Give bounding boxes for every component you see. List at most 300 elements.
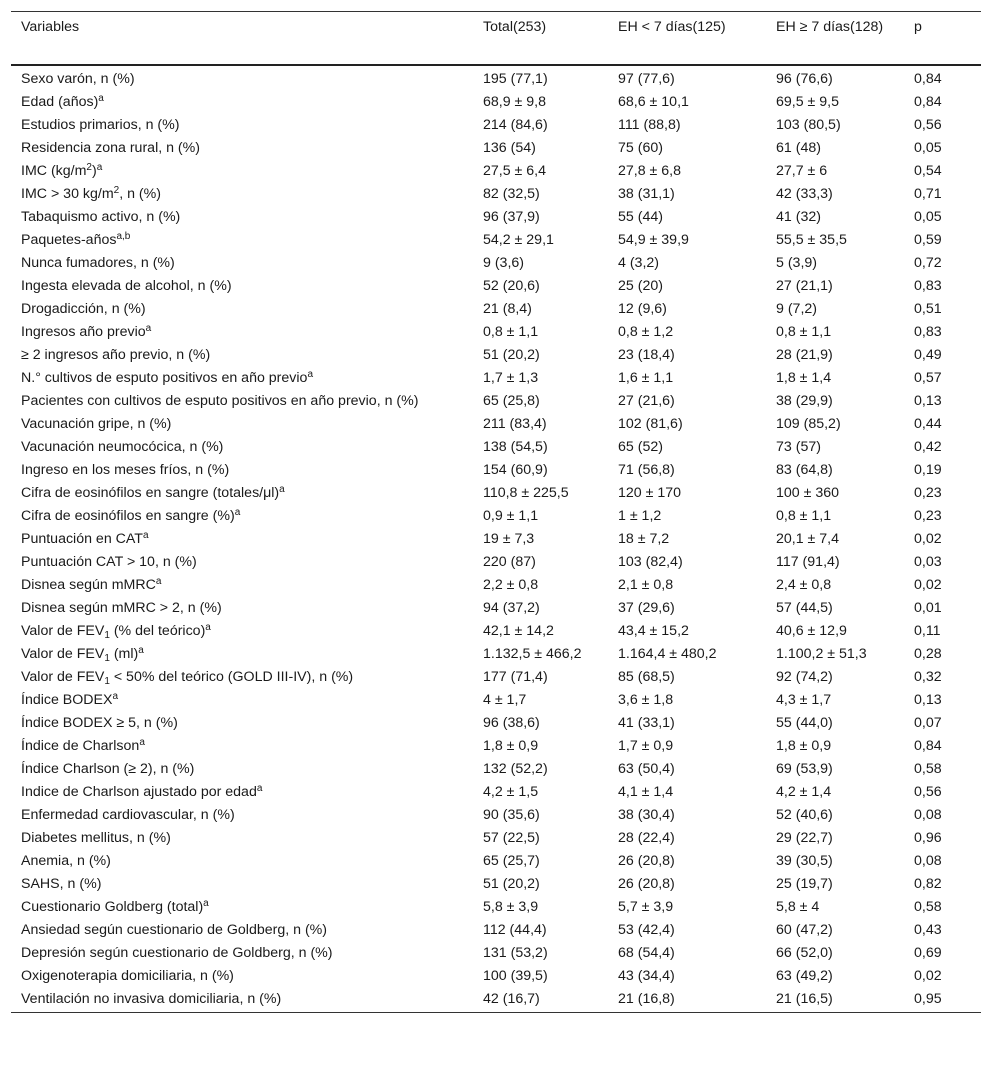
cell-eh-ge7: 40,6 ± 12,9: [776, 623, 847, 639]
cell-eh-lt7: 28 (22,4): [618, 830, 675, 846]
table-row: [11, 298, 981, 321]
cell-total: 214 (84,6): [483, 117, 548, 133]
variable-text: a: [145, 323, 152, 334]
cell-total: 154 (60,9): [483, 462, 548, 478]
cell-variable: [11, 666, 473, 689]
cell-eh-lt7: 85 (68,5): [618, 669, 675, 685]
cell-eh-lt7: 27 (21,6): [618, 393, 675, 409]
header-eh-lt7: EH < 7 días(125): [618, 19, 726, 35]
variable-text: Indice de Charlson ajustado por edad: [21, 784, 257, 800]
cell-eh-ge7: 52 (40,6): [776, 807, 833, 823]
cell-total: 57 (22,5): [483, 830, 540, 846]
cell-total: 177 (71,4): [483, 669, 548, 685]
table-row: [11, 551, 981, 574]
cell-p: 0,11: [914, 623, 941, 639]
cell-variable: [11, 988, 473, 1013]
cell-eh-lt7: 21 (16,8): [618, 991, 675, 1007]
cell-total: 9 (3,6): [483, 255, 525, 271]
cell-eh-lt7: 68 (54,4): [618, 945, 675, 961]
cell-p: 0,08: [914, 807, 942, 823]
variable-text: Índice BODEX ≥ 5, n (%): [21, 715, 178, 731]
cell-total: 131 (53,2): [483, 945, 548, 961]
cell-variable: [11, 252, 473, 275]
cell-total: 96 (37,9): [483, 209, 540, 225]
cell-p: 0,05: [914, 140, 942, 156]
cell-eh-lt7: 43 (34,4): [618, 968, 675, 984]
table-row: [11, 114, 981, 137]
header-row: [11, 12, 981, 66]
cell-p: 0,13: [914, 692, 942, 708]
cell-variable: [11, 643, 473, 666]
variable-text: Ingesta elevada de alcohol, n (%): [21, 278, 232, 294]
cell-variable: [11, 942, 473, 965]
cell-eh-ge7: 1.100,2 ± 51,3: [776, 646, 867, 662]
variable-text: Paquetes-años: [21, 232, 117, 248]
cell-total: 0,8 ± 1,1: [483, 324, 539, 340]
cell-eh-ge7: 61 (48): [776, 140, 821, 156]
cell-eh-lt7: 65 (52): [618, 439, 663, 455]
cell-total: 0,9 ± 1,1: [483, 508, 539, 524]
cell-eh-lt7: 0,8 ± 1,2: [618, 324, 674, 340]
table-row: [11, 620, 981, 643]
variable-text: Ingreso en los meses fríos, n (%): [21, 462, 230, 478]
table-row: [11, 574, 981, 597]
cell-eh-lt7: 26 (20,8): [618, 876, 675, 892]
table-header: [11, 12, 981, 66]
cell-eh-lt7: 4 (3,2): [618, 255, 660, 271]
variable-text: Cifra de eosinófilos en sangre (totales/μl): [21, 485, 280, 501]
cell-eh-lt7: 1,7 ± 0,9: [618, 738, 674, 754]
cell-eh-lt7: 1.164,4 ± 480,2: [618, 646, 717, 662]
variable-text: Valor de FEV: [21, 669, 105, 685]
table-row: [11, 528, 981, 551]
cell-eh-ge7: 9 (7,2): [776, 301, 818, 317]
variable-text: Oxigenoterapia domiciliaria, n (%): [21, 968, 234, 984]
cell-eh-lt7: 102 (81,6): [618, 416, 683, 432]
cell-total: 1.132,5 ± 466,2: [483, 646, 582, 662]
table-row: [11, 988, 981, 1013]
cell-eh-lt7: 54,9 ± 39,9: [618, 232, 689, 248]
variable-text: (% del teórico): [109, 623, 206, 639]
cell-p: 0,43: [914, 922, 942, 938]
cell-eh-ge7: 41 (32): [776, 209, 821, 225]
cell-total: 94 (37,2): [483, 600, 540, 616]
cell-p: 0,59: [914, 232, 942, 248]
cell-eh-ge7: 66 (52,0): [776, 945, 833, 961]
header-variables: Variables: [21, 19, 80, 35]
variable-text: Ventilación no invasiva domiciliaria, n (%): [21, 991, 282, 1007]
cell-p: 0,51: [914, 301, 942, 317]
cell-eh-ge7: 4,2 ± 1,4: [776, 784, 832, 800]
cell-total: 96 (38,6): [483, 715, 540, 731]
cell-total: 1,7 ± 1,3: [483, 370, 539, 386]
cell-variable: [11, 896, 473, 919]
variable-text: a: [142, 530, 149, 541]
cell-total: 51 (20,2): [483, 347, 540, 363]
cell-eh-ge7: 29 (22,7): [776, 830, 833, 846]
table-row: [11, 459, 981, 482]
variable-text: < 50% del teórico (GOLD III-IV), n (%): [109, 669, 354, 685]
cell-total: 68,9 ± 9,8: [483, 94, 547, 110]
table-row: [11, 873, 981, 896]
cell-variable: [11, 804, 473, 827]
cell-p: 0,95: [914, 991, 942, 1007]
table-row: [11, 919, 981, 942]
variable-text: a: [96, 162, 103, 173]
cell-eh-ge7: 100 ± 360: [776, 485, 840, 501]
cell-eh-ge7: 21 (16,5): [776, 991, 833, 1007]
cell-p: 0,02: [914, 968, 942, 984]
variable-text: Depresión según cuestionario de Goldberg, n (%): [21, 945, 333, 961]
cell-p: 0,71: [914, 186, 942, 202]
cell-p: 0,96: [914, 830, 942, 846]
variable-text: Residencia zona rural, n (%): [21, 140, 200, 156]
cell-p: 0,02: [914, 531, 942, 547]
table-row: [11, 160, 981, 183]
cell-eh-ge7: 117 (91,4): [776, 554, 840, 570]
cell-variable: [11, 229, 473, 252]
cell-total: 100 (39,5): [483, 968, 548, 984]
cell-eh-ge7: 38 (29,9): [776, 393, 833, 409]
cell-variable: [11, 965, 473, 988]
table-row: [11, 505, 981, 528]
cell-eh-lt7: 38 (30,4): [618, 807, 675, 823]
table-row: [11, 735, 981, 758]
cell-variable: [11, 298, 473, 321]
cell-eh-lt7: 63 (50,4): [618, 761, 675, 777]
variable-text: Cifra de eosinófilos en sangre (%): [21, 508, 235, 524]
cell-eh-lt7: 53 (42,4): [618, 922, 675, 938]
variable-text: a: [98, 93, 104, 104]
cell-variable: [11, 712, 473, 735]
variable-text: 1: [104, 630, 110, 641]
variable-text: Nunca fumadores, n (%): [21, 255, 175, 271]
cell-total: 54,2 ± 29,1: [483, 232, 554, 248]
variable-text: Valor de FEV: [21, 646, 105, 662]
variable-text: Valor de FEV: [21, 623, 105, 639]
cell-total: 90 (35,6): [483, 807, 540, 823]
cell-p: 0,84: [914, 738, 942, 754]
cell-eh-lt7: 103 (82,4): [618, 554, 683, 570]
cell-eh-ge7: 55 (44,0): [776, 715, 833, 731]
variable-text: a: [279, 484, 285, 495]
cell-total: 220 (87): [483, 554, 536, 570]
variable-text: a: [203, 898, 209, 909]
variable-text: SAHS, n (%): [21, 876, 102, 892]
cell-total: 211 (83,4): [483, 416, 547, 432]
table-body: [11, 65, 981, 1013]
cell-eh-lt7: 26 (20,8): [618, 853, 675, 869]
cell-eh-ge7: 96 (76,6): [776, 71, 833, 87]
table-row: [11, 896, 981, 919]
cell-eh-ge7: 69,5 ± 9,5: [776, 94, 840, 110]
cell-variable: [11, 344, 473, 367]
table-row: [11, 597, 981, 620]
cell-eh-ge7: 57 (44,5): [776, 600, 833, 616]
cell-variable: [11, 183, 473, 206]
cell-p: 0,58: [914, 899, 942, 915]
cell-total: 1,8 ± 0,9: [483, 738, 539, 754]
cell-variable: [11, 919, 473, 942]
cell-p: 0,83: [914, 278, 942, 294]
cell-eh-ge7: 5,8 ± 4: [776, 899, 820, 915]
cell-eh-ge7: 92 (74,2): [776, 669, 833, 685]
cell-eh-lt7: 71 (56,8): [618, 462, 675, 478]
table-row: [11, 252, 981, 275]
table-row: [11, 712, 981, 735]
variable-text: Disnea según mMRC: [21, 577, 156, 593]
cell-eh-lt7: 1,6 ± 1,1: [618, 370, 674, 386]
variable-text: a: [155, 576, 162, 587]
variable-text: a: [112, 691, 119, 702]
table-row: [11, 206, 981, 229]
cell-variable: [11, 459, 473, 482]
cell-total: 42 (16,7): [483, 991, 540, 1007]
cell-p: 0,54: [914, 163, 942, 179]
cell-eh-ge7: 73 (57): [776, 439, 821, 455]
variable-text: ≥ 2 ingresos año previo, n (%): [21, 347, 211, 363]
variable-text: 2: [113, 185, 120, 196]
cell-variable: [11, 206, 473, 229]
cell-p: 0,49: [914, 347, 942, 363]
cell-variable: [11, 160, 473, 183]
cell-eh-lt7: 120 ± 170: [618, 485, 682, 501]
variable-text: Ingresos año previo: [21, 324, 146, 340]
cell-eh-lt7: 97 (77,6): [618, 71, 675, 87]
cell-total: 2,2 ± 0,8: [483, 577, 539, 593]
cell-eh-ge7: 20,1 ± 7,4: [776, 531, 840, 547]
cell-eh-ge7: 4,3 ± 1,7: [776, 692, 832, 708]
cell-variable: [11, 689, 473, 712]
variable-text: a: [205, 622, 211, 633]
cell-p: 0,72: [914, 255, 942, 271]
cell-total: 132 (52,2): [483, 761, 548, 777]
variable-text: a: [139, 737, 145, 748]
variable-text: Estudios primarios, n (%): [21, 117, 180, 133]
table-row: [11, 367, 981, 390]
cell-eh-ge7: 109 (85,2): [776, 416, 841, 432]
cell-eh-lt7: 25 (20): [618, 278, 663, 294]
variable-text: IMC > 30 kg/m: [21, 186, 114, 202]
cell-p: 0,07: [914, 715, 942, 731]
table-row: [11, 65, 981, 91]
cell-p: 0,84: [914, 71, 942, 87]
cell-p: 0,84: [914, 94, 942, 110]
cell-variable: [11, 65, 473, 91]
table-row: [11, 275, 981, 298]
cell-eh-ge7: 60 (47,2): [776, 922, 833, 938]
cell-p: 0,23: [914, 508, 942, 524]
table-row: [11, 137, 981, 160]
table-row: [11, 942, 981, 965]
cell-eh-ge7: 39 (30,5): [776, 853, 833, 869]
data-table: [11, 11, 981, 1013]
cell-eh-ge7: 0,8 ± 1,1: [776, 508, 832, 524]
cell-variable: [11, 827, 473, 850]
cell-p: 0,83: [914, 324, 942, 340]
cell-p: 0,23: [914, 485, 942, 501]
table-row: [11, 804, 981, 827]
cell-total: 51 (20,2): [483, 876, 540, 892]
cell-variable: [11, 390, 473, 413]
cell-p: 0,13: [914, 393, 942, 409]
header-p: p: [914, 19, 922, 35]
cell-total: 52 (20,6): [483, 278, 540, 294]
cell-p: 0,44: [914, 416, 942, 432]
variable-text: a: [234, 507, 241, 518]
table-row: [11, 827, 981, 850]
variable-text: Cuestionario Goldberg (total): [21, 899, 204, 915]
variable-text: a: [307, 369, 313, 380]
cell-eh-lt7: 12 (9,6): [618, 301, 667, 317]
table-row: [11, 183, 981, 206]
cell-eh-lt7: 41 (33,1): [618, 715, 675, 731]
cell-total: 65 (25,8): [483, 393, 540, 409]
cell-variable: [11, 551, 473, 574]
cell-eh-lt7: 18 ± 7,2: [618, 531, 670, 547]
table-container: [11, 11, 981, 1013]
cell-eh-lt7: 4,1 ± 1,4: [618, 784, 674, 800]
variable-text: Edad (años): [21, 94, 99, 110]
table-row: [11, 344, 981, 367]
cell-eh-ge7: 27,7 ± 6: [776, 163, 828, 179]
cell-eh-lt7: 75 (60): [618, 140, 663, 156]
cell-eh-ge7: 1,8 ± 1,4: [776, 370, 832, 386]
cell-variable: [11, 137, 473, 160]
cell-eh-lt7: 111 (88,8): [618, 117, 681, 133]
cell-variable: [11, 850, 473, 873]
cell-variable: [11, 367, 473, 390]
table-row: [11, 965, 981, 988]
variable-text: Disnea según mMRC > 2, n (%): [21, 600, 222, 616]
table-row: [11, 643, 981, 666]
table-row: [11, 758, 981, 781]
cell-variable: [11, 275, 473, 298]
variable-text: a: [138, 645, 144, 656]
cell-p: 0,56: [914, 784, 942, 800]
variable-text: Pacientes con cultivos de esputo positivos en año previo, n (%): [21, 393, 419, 409]
cell-total: 42,1 ± 14,2: [483, 623, 554, 639]
cell-total: 136 (54): [483, 140, 536, 156]
cell-total: 65 (25,7): [483, 853, 540, 869]
cell-total: 19 ± 7,3: [483, 531, 535, 547]
cell-total: 112 (44,4): [483, 922, 547, 938]
cell-eh-ge7: 5 (3,9): [776, 255, 818, 271]
table-row: [11, 666, 981, 689]
variable-text: Anemia, n (%): [21, 853, 111, 869]
cell-p: 0,01: [914, 600, 942, 616]
header-eh-ge7: EH ≥ 7 días(128): [776, 19, 884, 35]
variable-text: N.° cultivos de esputo positivos en año previo: [21, 370, 308, 386]
variable-text: Vacunación neumocócica, n (%): [21, 439, 224, 455]
cell-eh-ge7: 83 (64,8): [776, 462, 833, 478]
cell-variable: [11, 597, 473, 620]
variable-text: Enfermedad cardiovascular, n (%): [21, 807, 235, 823]
cell-eh-lt7: 43,4 ± 15,2: [618, 623, 689, 639]
cell-total: 82 (32,5): [483, 186, 540, 202]
variable-text: a,b: [116, 231, 131, 242]
cell-eh-ge7: 0,8 ± 1,1: [776, 324, 832, 340]
cell-variable: [11, 321, 473, 344]
cell-eh-lt7: 3,6 ± 1,8: [618, 692, 674, 708]
variable-text: Diabetes mellitus, n (%): [21, 830, 171, 846]
cell-p: 0,03: [914, 554, 942, 570]
cell-variable: [11, 436, 473, 459]
cell-p: 0,19: [914, 462, 942, 478]
table-row: [11, 229, 981, 252]
variable-text: (ml): [109, 646, 139, 662]
cell-variable: [11, 482, 473, 505]
variable-text: Tabaquismo activo, n (%): [21, 209, 181, 225]
cell-eh-ge7: 25 (19,7): [776, 876, 833, 892]
variable-text: Índice de Charlson: [21, 738, 140, 754]
cell-total: 21 (8,4): [483, 301, 532, 317]
cell-total: 5,8 ± 3,9: [483, 899, 539, 915]
variable-text: Vacunación gripe, n (%): [21, 416, 172, 432]
variable-text: Sexo varón, n (%): [21, 71, 135, 87]
variable-text: Ansiedad según cuestionario de Goldberg, n (%): [21, 922, 328, 938]
cell-eh-ge7: 28 (21,9): [776, 347, 833, 363]
variable-text: Índice Charlson (≥ 2), n (%): [21, 761, 195, 777]
cell-eh-lt7: 2,1 ± 0,8: [618, 577, 674, 593]
cell-variable: [11, 758, 473, 781]
cell-eh-lt7: 55 (44): [618, 209, 663, 225]
variable-text: a: [256, 783, 263, 794]
variable-text: , n (%): [119, 186, 161, 202]
variable-text: Puntuación en CAT: [21, 531, 143, 547]
cell-p: 0,08: [914, 853, 942, 869]
cell-total: 27,5 ± 6,4: [483, 163, 547, 179]
cell-eh-ge7: 69 (53,9): [776, 761, 833, 777]
cell-eh-ge7: 63 (49,2): [776, 968, 833, 984]
variable-text: 2: [86, 162, 92, 173]
table-row: [11, 321, 981, 344]
cell-eh-ge7: 2,4 ± 0,8: [776, 577, 832, 593]
cell-variable: [11, 413, 473, 436]
cell-eh-lt7: 68,6 ± 10,1: [618, 94, 689, 110]
cell-eh-lt7: 27,8 ± 6,8: [618, 163, 682, 179]
cell-total: 195 (77,1): [483, 71, 548, 87]
table-row: [11, 390, 981, 413]
cell-p: 0,42: [914, 439, 942, 455]
cell-total: 4,2 ± 1,5: [483, 784, 539, 800]
cell-eh-ge7: 1,8 ± 0,9: [776, 738, 832, 754]
variable-text: 1: [104, 653, 110, 664]
cell-eh-ge7: 42 (33,3): [776, 186, 833, 202]
cell-eh-lt7: 37 (29,6): [618, 600, 675, 616]
cell-variable: [11, 574, 473, 597]
variable-text: 1: [104, 676, 110, 687]
cell-variable: [11, 505, 473, 528]
cell-variable: [11, 114, 473, 137]
table-row: [11, 91, 981, 114]
cell-variable: [11, 620, 473, 643]
table-row: [11, 413, 981, 436]
cell-eh-lt7: 23 (18,4): [618, 347, 675, 363]
variable-text: IMC (kg/m: [21, 163, 87, 179]
cell-p: 0,32: [914, 669, 942, 685]
cell-variable: [11, 528, 473, 551]
cell-p: 0,05: [914, 209, 942, 225]
cell-p: 0,58: [914, 761, 942, 777]
table-row: [11, 781, 981, 804]
cell-p: 0,28: [914, 646, 942, 662]
table-row: [11, 482, 981, 505]
table-row: [11, 436, 981, 459]
cell-p: 0,02: [914, 577, 942, 593]
cell-total: 110,8 ± 225,5: [483, 485, 569, 501]
table-row: [11, 850, 981, 873]
